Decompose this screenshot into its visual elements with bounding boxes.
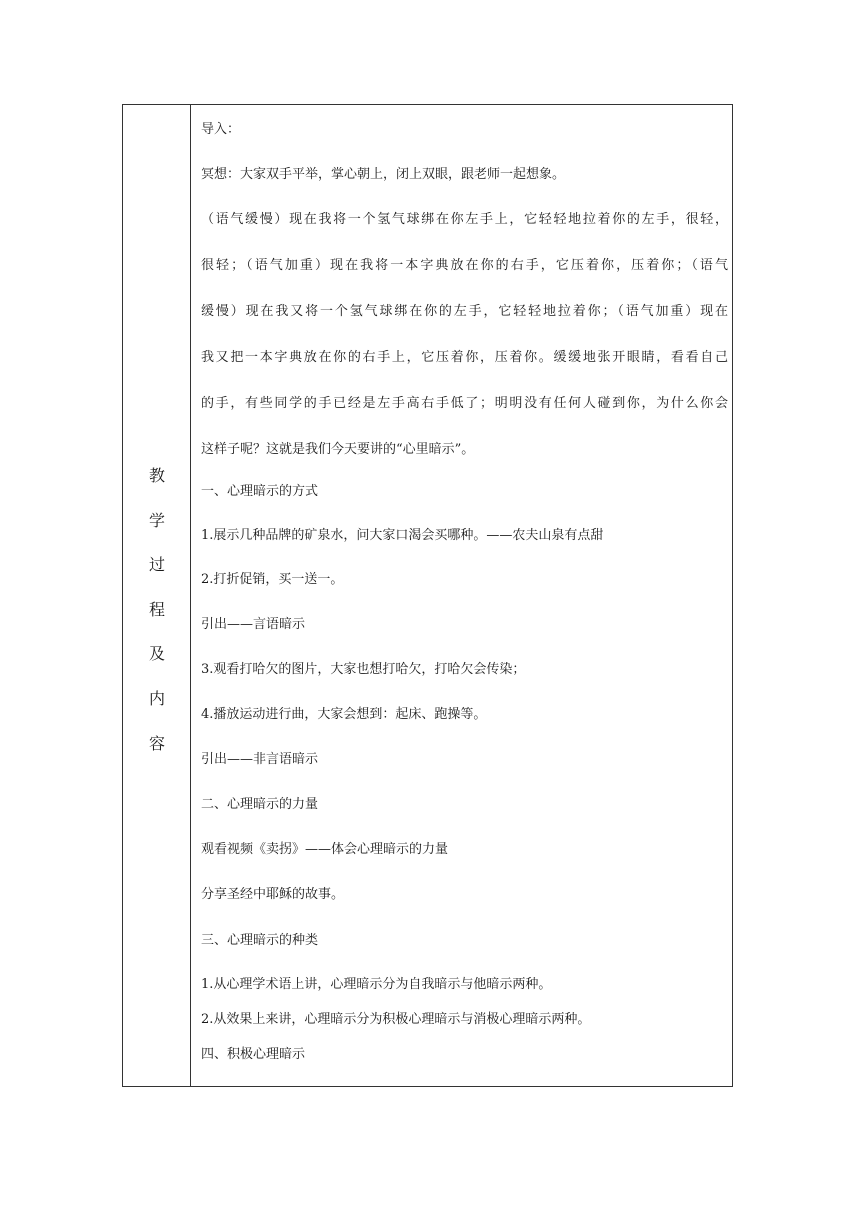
list-item: 1.从心理学术语上讲，心理暗示分为自我暗示与他暗示两种。 bbox=[201, 977, 552, 992]
paragraph-line: 缓慢）现在我又将一个氢气球绑在你的左手，它轻轻地拉着你；（语气加重）现在 bbox=[201, 304, 728, 319]
list-item: 1.展示几种品牌的矿泉水，问大家口渴会买哪种。——农夫山泉有点甜 bbox=[201, 528, 604, 543]
section-label bbox=[123, 454, 191, 766]
lesson-table bbox=[122, 104, 733, 1087]
section-label-char: 程 bbox=[148, 599, 165, 619]
paragraph-line: （语气缓慢）现在我将一个氢气球绑在你左手上，它轻轻地拉着你的左手，很轻， bbox=[201, 212, 728, 227]
lead-line: 引出——言语暗示 bbox=[201, 617, 306, 632]
list-item: 2.打折促销，买一送一。 bbox=[201, 572, 344, 587]
section-label-char: 教 bbox=[148, 466, 165, 485]
section-label-char: 过 bbox=[148, 555, 165, 575]
lead-line: 引出——非言语暗示 bbox=[201, 752, 319, 767]
list-item: 3.观看打哈欠的图片，大家也想打哈欠，打哈欠会传染； bbox=[201, 662, 526, 677]
meditation-line: 冥想：大家双手平举，掌心朝上，闭上双眼，跟老师一起想象。 bbox=[201, 167, 566, 182]
paragraph-line: 很轻；（语气加重）现在我将一本字典放在你的右手，它压着你，压着你；（语气 bbox=[201, 258, 728, 273]
section-heading: 四、积极心理暗示 bbox=[201, 1047, 306, 1062]
section-label-char: 及 bbox=[148, 644, 165, 664]
section-label-char: 内 bbox=[148, 688, 165, 708]
body-line: 观看视频《卖拐》——体会心理暗示的力量 bbox=[201, 842, 449, 857]
body-line: 分享圣经中耶稣的故事。 bbox=[201, 887, 345, 902]
section-label-char: 学 bbox=[148, 510, 165, 530]
list-item: 4.播放运动进行曲，大家会想到：起床、跑操等。 bbox=[201, 707, 487, 722]
section-heading: 三、心理暗示的种类 bbox=[201, 933, 319, 948]
paragraph-line: 这样子呢？这就是我们今天要讲的“心里暗示”。 bbox=[201, 442, 475, 457]
paragraph-line: 我又把一本字典放在你的右手上，它压着你，压着你。缓缓地张开眼睛，看看自己 bbox=[201, 350, 728, 365]
paragraph-line: 的手，有些同学的手已经是左手高右手低了；明明没有任何人碰到你，为什么你会 bbox=[201, 396, 728, 411]
list-item: 2.从效果上来讲，心理暗示分为积极心理暗示与消极心理暗示两种。 bbox=[201, 1012, 591, 1027]
section-label-cell bbox=[123, 105, 191, 1086]
section-label-char: 容 bbox=[148, 733, 165, 753]
content-cell bbox=[191, 105, 732, 1086]
section-heading: 一、心理暗示的方式 bbox=[201, 484, 319, 499]
section-heading: 二、心理暗示的力量 bbox=[201, 797, 319, 812]
intro-heading: 导入： bbox=[201, 122, 241, 137]
